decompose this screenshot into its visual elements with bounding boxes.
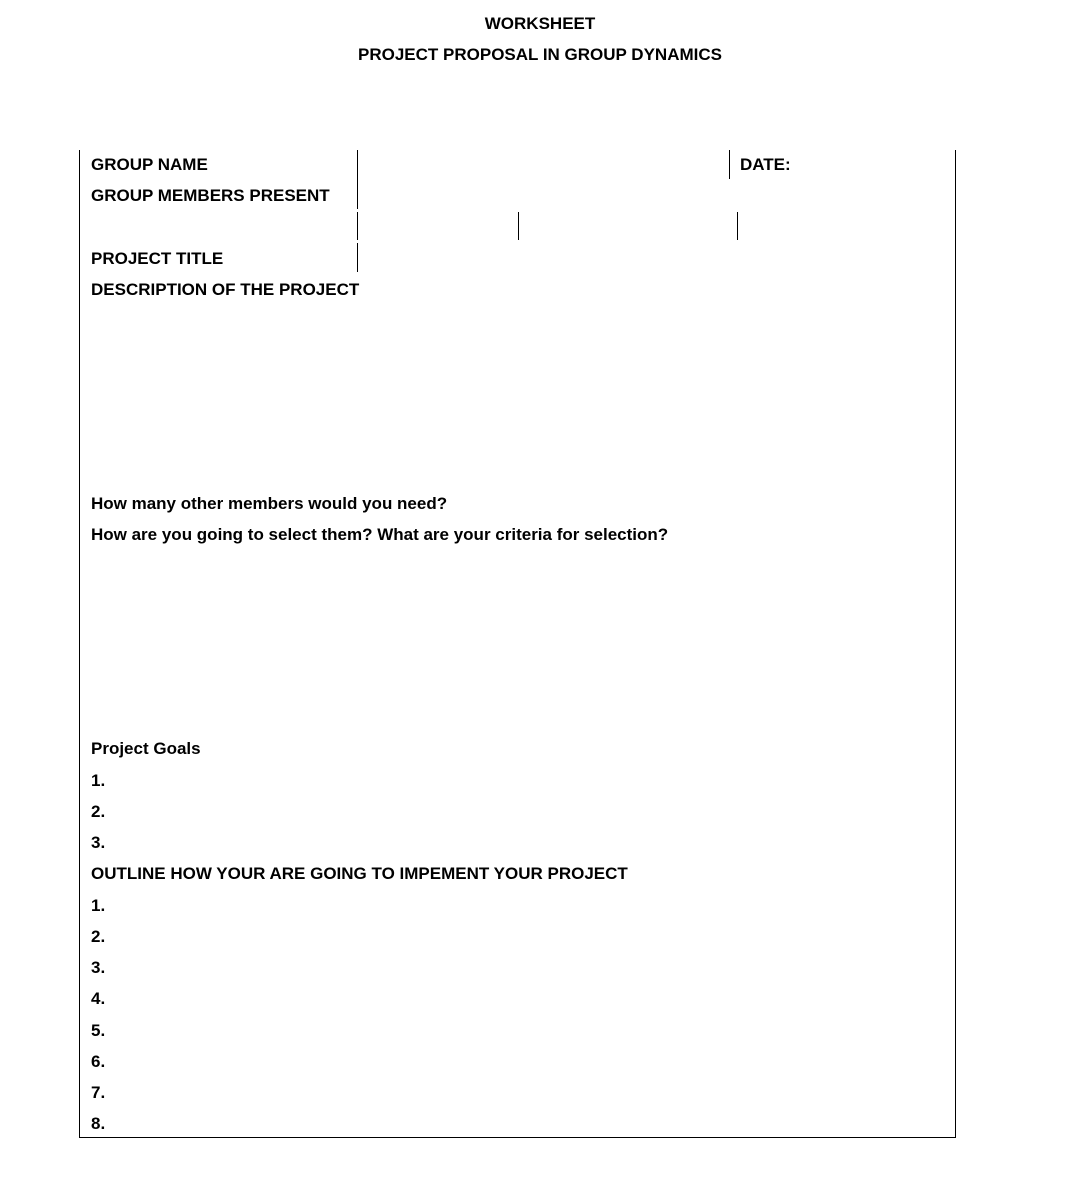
step-number: 6.	[91, 1052, 106, 1071]
goals-label: Project Goals	[91, 739, 201, 758]
selection-question: How are you going to select them? What are your criteria for selection?	[91, 525, 669, 544]
label-column-divider-top	[357, 150, 358, 209]
description-label: DESCRIPTION OF THE PROJECT	[91, 280, 360, 299]
step-number: 3.	[91, 958, 106, 977]
goal-number: 1.	[91, 771, 106, 790]
goal-number: 2.	[91, 802, 106, 821]
outline-label: OUTLINE HOW YOUR ARE GOING TO IMPEMENT YOUR PROJECT	[91, 864, 628, 883]
project-title-label: PROJECT TITLE	[91, 249, 224, 268]
group-members-label: GROUP MEMBERS PRESENT	[91, 186, 330, 205]
step-number: 8.	[91, 1114, 106, 1133]
members-divider-2	[737, 212, 738, 240]
step-number: 2.	[91, 927, 106, 946]
step-number: 4.	[91, 989, 106, 1008]
worksheet-title: WORKSHEET	[484, 14, 596, 33]
members-divider-1	[518, 212, 519, 240]
label-column-divider-members	[357, 212, 358, 240]
members-needed-question: How many other members would you need?	[91, 494, 448, 513]
group-name-label: GROUP NAME	[91, 155, 208, 174]
label-column-divider-title	[357, 243, 358, 272]
date-label: DATE:	[740, 155, 791, 174]
date-divider	[729, 150, 730, 179]
goal-number: 3.	[91, 833, 106, 852]
step-number: 1.	[91, 896, 106, 915]
worksheet-subtitle: PROJECT PROPOSAL IN GROUP DYNAMICS	[358, 45, 722, 64]
step-number: 7.	[91, 1083, 106, 1102]
step-number: 5.	[91, 1021, 106, 1040]
